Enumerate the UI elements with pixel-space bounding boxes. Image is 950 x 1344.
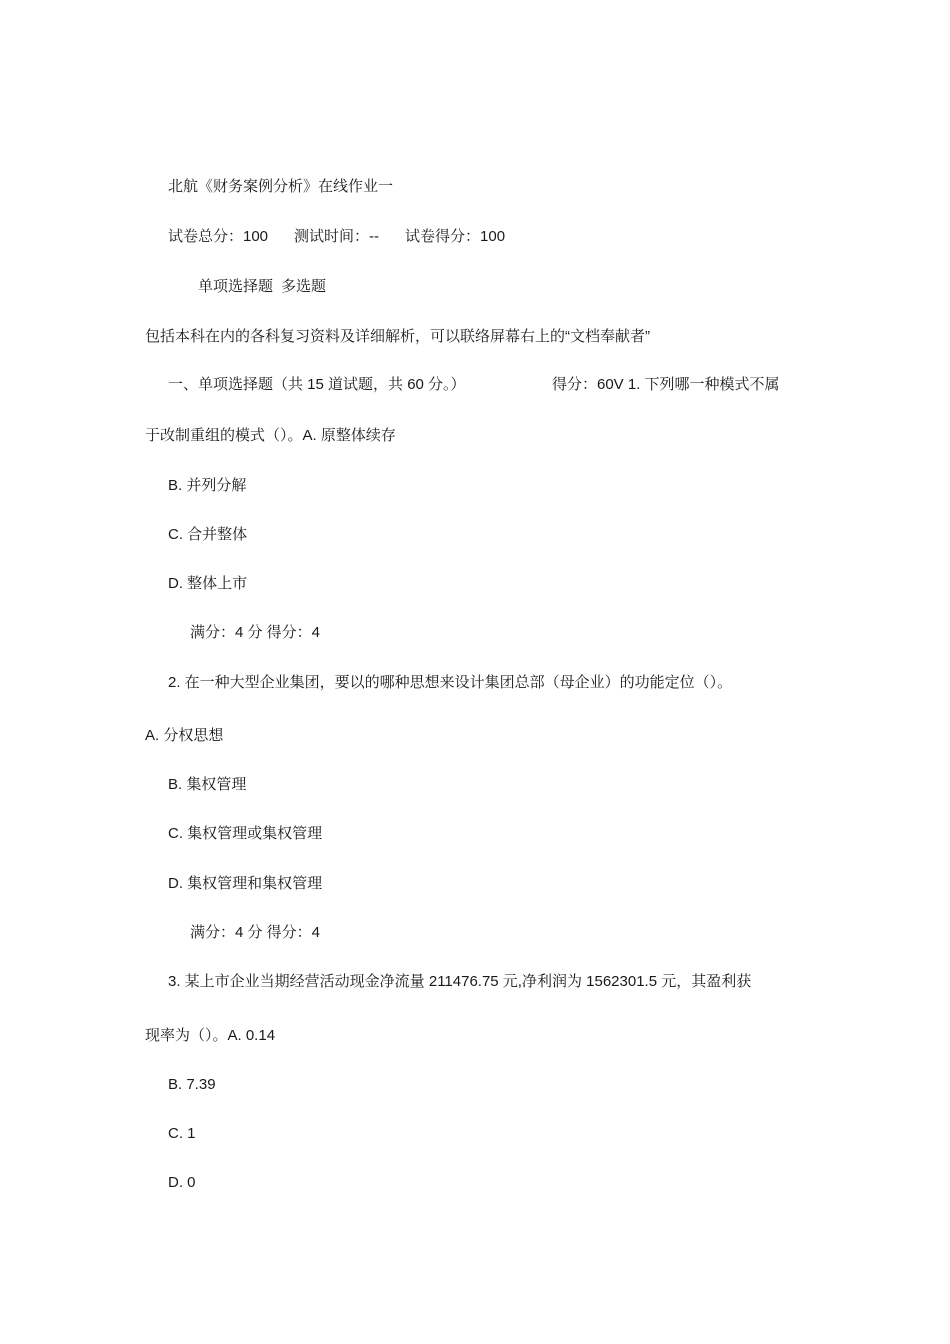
q1-option-c: C. 合并整体 [168, 526, 248, 543]
tab-single-choice[interactable]: 单项选择题 [198, 278, 274, 295]
q2-option-c: C. 集权管理或集权管理 [168, 825, 323, 842]
q3-continuation: 现率为（）。A. 0.14 [145, 1027, 276, 1044]
section-score: 得分：60V 1. 下列哪一种模式不属 [552, 376, 780, 393]
document-title: 北航《财务案例分析》在线作业一 [168, 178, 394, 195]
q1-option-d: D. 整体上市 [168, 575, 248, 592]
notice-text: 包括本科在内的各科复习资料及详细解析，可以联络屏幕右上的“文档奉献者” [145, 328, 650, 345]
q2-text: 2. 在一种大型企业集团，要以的哪种思想来设计集团总部（母企业）的功能定位（）。 [168, 674, 733, 691]
exam-meta-row [168, 227, 505, 247]
q2-score: 满分：4 分 得分：4 [190, 924, 321, 941]
q1-continuation: 于改制重组的模式（）。A. 原整体续存 [145, 427, 396, 444]
section-heading: 一、单项选择题（共 15 道试题，共 60 分。） [168, 376, 466, 393]
q3-option-d: D. 0 [168, 1174, 196, 1191]
exam-score: 试卷得分：100 [405, 228, 506, 245]
q3-option-c: C. 1 [168, 1125, 196, 1142]
total-score: 试卷总分：100 [168, 228, 269, 245]
q3-option-b: B. 7.39 [168, 1076, 216, 1093]
q2-option-b: B. 集权管理 [168, 776, 247, 793]
q2-option-a: A. 分权思想 [145, 727, 224, 744]
test-time: 测试时间：-- [294, 228, 380, 245]
q2-option-d: D. 集权管理和集权管理 [168, 875, 323, 892]
q3-text: 3. 某上市企业当期经营活动现金净流量 211476.75 元,净利润为 1562301.5 元，其盈利获 [168, 973, 752, 990]
q1-score: 满分：4 分 得分：4 [190, 624, 321, 641]
q1-option-b: B. 并列分解 [168, 477, 247, 494]
question-type-tabs [198, 277, 326, 297]
tab-multiple-choice[interactable]: 多选题 [281, 278, 327, 295]
